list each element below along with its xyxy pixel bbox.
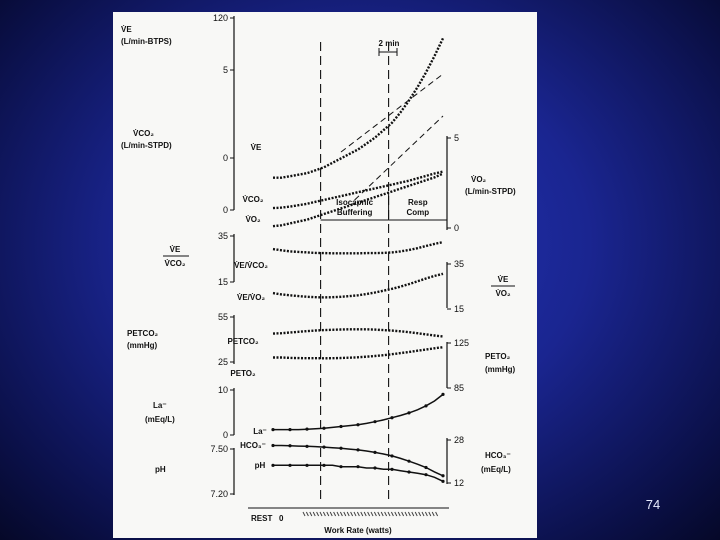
ve-ratio-num: V̇E: [169, 245, 181, 254]
series-point-left_ph: [288, 464, 291, 467]
ve-vo2-den: V̇O₂: [495, 289, 511, 298]
series-left_ve: [273, 38, 443, 177]
resp-comp-label-2: Comp: [406, 208, 430, 217]
right-tick-label: 125: [454, 338, 470, 348]
isocapnic-label-1: Isocapnic: [336, 198, 374, 207]
right-tick-label: 15: [454, 304, 465, 314]
series-point-left_ph: [407, 470, 410, 473]
vo2-axis-unit: (L/min-STPD): [465, 187, 516, 196]
right-tick-label: 28: [454, 435, 465, 445]
ph-axis-title: pH: [155, 465, 166, 474]
series-label-left_petco2: PETCO₂: [227, 337, 259, 346]
peto2-axis-title: PETO₂: [485, 352, 511, 361]
left-tick-label: 0: [222, 430, 228, 440]
series-point-right_hco3: [424, 466, 427, 469]
hco3-axis-unit: (mEq/L): [481, 465, 511, 474]
x-axis-tick: [361, 512, 363, 516]
x-axis-tick: [419, 512, 421, 516]
series-point-left_la: [288, 428, 291, 431]
series-right_peto2: [273, 347, 443, 358]
petco2-axis-title: PETCO₂: [127, 329, 159, 338]
extrapolation-line-1: [341, 74, 443, 152]
right-tick-label: 35: [454, 259, 465, 269]
series-point-left_la: [339, 425, 342, 428]
x-axis-tick: [334, 512, 336, 516]
x-axis-label: Work Rate (watts): [324, 526, 392, 535]
ve-axis-title: V̇E: [121, 25, 132, 34]
vco2-axis-title: V̇CO₂: [133, 129, 154, 138]
x-axis-tick: [391, 512, 393, 516]
x-axis-tick: [395, 512, 397, 516]
x-axis-rest-label: REST: [251, 514, 273, 523]
x-axis-tick: [398, 512, 400, 516]
left-tick-label: 7.50: [210, 444, 228, 454]
x-axis-tick: [330, 512, 332, 516]
label-layer: [121, 13, 516, 535]
x-axis-tick: [347, 512, 349, 516]
isocapnic-label-2: Buffering: [336, 208, 373, 217]
x-axis-tick: [310, 512, 312, 516]
series-point-left_ph: [390, 468, 393, 471]
series-point-right_hco3: [390, 454, 393, 457]
ve-ratio-den: V̇CO₂: [164, 259, 186, 268]
series-label-right_hco3: HCO₃⁻: [240, 441, 266, 450]
series-point-left_ph: [441, 480, 444, 483]
series-point-left_ph: [424, 473, 427, 476]
exercise-chart: [113, 12, 537, 538]
series-point-left_la: [373, 420, 376, 423]
resp-comp-label-1: Resp: [408, 198, 428, 207]
x-axis-tick: [422, 512, 424, 516]
la-axis-unit: (mEq/L): [145, 415, 175, 424]
left-tick-label: 120: [212, 13, 228, 23]
x-axis-tick: [432, 512, 434, 516]
series-point-right_hco3: [322, 446, 325, 449]
series-right_ratio: [273, 274, 443, 298]
series-point-right_hco3: [356, 448, 359, 451]
x-axis-tick: [323, 512, 325, 516]
series-point-left_la: [305, 428, 308, 431]
left-tick-label: 10: [217, 385, 228, 395]
x-axis-tick: [306, 512, 308, 516]
series-point-left_la: [441, 393, 444, 396]
vo2-axis-title: V̇O₂: [471, 175, 487, 184]
x-axis-tick: [415, 512, 417, 516]
x-axis-tick: [385, 512, 387, 516]
x-axis-tick: [344, 512, 346, 516]
series-point-right_hco3: [407, 460, 410, 463]
peto2-axis-unit: (mmHg): [485, 365, 516, 374]
series-layer: [271, 38, 444, 483]
x-axis-tick: [378, 512, 380, 516]
right-tick-label: 5: [454, 133, 460, 143]
left-tick-label: 35: [217, 231, 228, 241]
x-axis-tick: [371, 512, 373, 516]
x-axis-tick: [320, 512, 322, 516]
series-label-right_peto2: PETO₂: [230, 369, 256, 378]
series-point-left_ph: [305, 464, 308, 467]
series-point-right_hco3: [339, 447, 342, 450]
series-label-left_ve: V̇E: [250, 143, 262, 152]
x-axis-tick: [368, 512, 370, 516]
extrapolation-line-2: [355, 116, 443, 200]
left-tick-label: 7.20: [210, 489, 228, 499]
ve-vo2-num: V̇E: [497, 275, 509, 284]
x-axis-tick: [408, 512, 410, 516]
petco2-axis-unit: (mmHg): [127, 341, 158, 350]
x-axis-tick: [374, 512, 376, 516]
x-axis-tick: [357, 512, 359, 516]
series-label-right_ratio: V̇E/V̇O₂: [236, 293, 266, 302]
vco2-axis-unit: (L/min-STPD): [121, 141, 172, 150]
x-axis-tick: [313, 512, 315, 516]
series-left_ratio: [273, 242, 443, 253]
series-label-left_la: La⁻: [253, 427, 267, 436]
left-tick-label: 25: [217, 357, 228, 367]
la-axis-title: La⁻: [153, 401, 167, 410]
series-point-left_ph: [271, 464, 274, 467]
series-point-left_la: [407, 411, 410, 414]
x-axis-tick: [381, 512, 383, 516]
exercise-test-figure: [113, 12, 537, 538]
series-point-left_ph: [356, 465, 359, 468]
series-point-left_ph: [322, 464, 325, 467]
x-axis-tick: [364, 512, 366, 516]
series-label-right_vo2: V̇O₂: [245, 215, 261, 224]
series-left_petco2: [273, 329, 443, 336]
series-point-left_la: [356, 423, 359, 426]
left-tick-label: 5: [222, 65, 228, 75]
x-axis-tick: [327, 512, 329, 516]
x-axis-tick: [354, 512, 356, 516]
series-point-left_la: [271, 428, 274, 431]
series-point-left_ph: [339, 465, 342, 468]
series-point-left_la: [424, 404, 427, 407]
x-axis-tick: [412, 512, 414, 516]
x-axis-tick: [405, 512, 407, 516]
x-axis-tick: [388, 512, 390, 516]
series-point-right_hco3: [441, 474, 444, 477]
right-tick-label: 0: [454, 223, 460, 233]
series-point-left_la: [390, 416, 393, 419]
slide-number: 74: [645, 497, 661, 512]
series-point-right_hco3: [305, 445, 308, 448]
series-point-left_ph: [373, 466, 376, 469]
x-axis-tick: [402, 512, 404, 516]
x-axis-tick: [317, 512, 319, 516]
hco3-axis-title: HCO₃⁻: [485, 451, 511, 460]
series-label-left_vco2: V̇CO₂: [242, 195, 264, 204]
left-tick-label: 55: [217, 312, 228, 322]
x-axis-tick: [337, 512, 339, 516]
left-tick-label: 15: [217, 277, 228, 287]
series-point-right_hco3: [288, 444, 291, 447]
x-axis-zero-label: 0: [279, 514, 284, 523]
x-axis-tick: [351, 512, 353, 516]
series-point-left_la: [322, 427, 325, 430]
series-label-left_ratio: V̇E/V̇CO₂: [234, 261, 268, 270]
left-tick-label: 0: [222, 153, 228, 163]
left-tick-label: 0: [222, 205, 228, 215]
time-bar-label: 2 min: [378, 39, 400, 48]
x-axis-tick: [340, 512, 342, 516]
x-axis-tick: [303, 512, 305, 516]
ve-axis-unit: (L/min-BTPS): [121, 37, 172, 46]
series-label-left_ph: pH: [254, 461, 266, 470]
right-tick-label: 12: [454, 478, 465, 488]
right-tick-label: 85: [454, 383, 465, 393]
series-point-right_hco3: [271, 444, 274, 447]
x-axis-tick: [436, 512, 438, 516]
x-axis-tick: [429, 512, 431, 516]
x-axis-tick: [425, 512, 427, 516]
series-point-right_hco3: [373, 451, 376, 454]
